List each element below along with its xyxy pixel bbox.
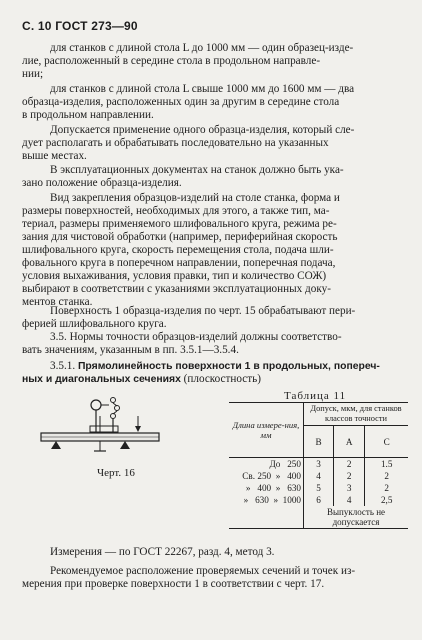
paragraph [22,331,400,357]
paragraph [50,546,400,559]
value-cell: 2,5 [365,494,408,506]
text-line: фовального круга в поперечном направлении, поперечная подача, [22,257,336,269]
value-cell: 2 [334,470,365,482]
paragraph [22,124,400,163]
value-cell: 3 [334,482,365,494]
table-row [229,506,408,529]
support-icon [51,441,61,449]
table-row [229,470,408,482]
text-line: 3.5. Нормы точности образцов-изделий должны соответство- [50,331,342,343]
text-line: зания для чистовой обработки (например, периферийная скорость [22,231,338,243]
text-line: мерения при проверке поверхности 1 в соответствии с черт. 17. [22,578,325,590]
length-cell: Св. 250 » 400 [242,471,301,481]
text-line: шлифовального круга, скорость перемещения стола, подача шли- [22,244,334,256]
table-row [229,482,408,494]
section-title-tail: (плоскостность) [180,373,261,385]
paragraph [22,305,400,331]
text-line: размеры поверхностей, необходимых для этого, а также тип, ма- [22,205,330,217]
length-cell: До 250 [269,459,301,469]
figure-caption: Черт. 16 [97,467,135,479]
text-line: зано положение образца-изделия. [22,177,182,189]
section-heading [22,360,400,386]
length-cell: » 630 » 1000 [243,495,301,505]
paragraph [22,192,400,309]
value-cell: 4 [304,470,334,482]
table-title: Таблица 11 [284,390,347,402]
table-note: Выпуклость не допускается [304,506,409,529]
text-line: выбирают в соответствии с указаниями эксплуатационных доку- [22,283,331,295]
text-line: В эксплуатационных документах на станок должно быть ука- [50,164,344,176]
text-line: в продольном направлении. [22,109,154,121]
value-cell: 2 [365,482,408,494]
value-cell: 1.5 [365,458,408,471]
table-row [229,458,408,471]
text-line: дует располагать и обрабатывать последовательно на указанных [22,137,329,149]
text-line: Измерения — по ГОСТ 22267, разд. 4, метод 3. [50,546,275,558]
text-line: для станков с длиной стола L до 1000 мм — один образец-изде- [50,42,354,54]
dial-indicator-icon [91,400,101,410]
paragraph [22,164,400,190]
section-number: 3.5.1. [50,360,76,372]
text-line: образца-изделия, расположенных один за другим в середине стола [22,96,340,108]
text-line: Допускается применение одного образца-изделия, который сле- [50,124,355,136]
value-cell: 2 [365,470,408,482]
tolerance-table [229,402,408,529]
value-cell: 3 [304,458,334,471]
text-line: лие, расположенный в середине стола в продольном направле- [22,55,321,67]
measurement-figure [38,396,168,461]
class-header: С [365,426,408,458]
class-header: А [334,426,365,458]
text-line: выше местах. [22,150,87,162]
text-line: териал, размеры применяемого шлифовального круга, режима ре- [22,218,337,230]
text-line: Вид закрепления образцов-изделий на столе станка, форма и [50,192,340,204]
value-cell: 4 [334,494,365,506]
paragraph [22,565,400,591]
page-header: С. 10 ГОСТ 273—90 [22,19,138,33]
class-header: В [304,426,334,458]
text-line: Поверхность 1 образца-изделия по черт. 15 обрабатывают пери- [50,305,356,317]
value-cell: 6 [304,494,334,506]
text-line: условия выхаживания, условия правки, тип и количество СОЖ) [22,270,327,282]
paragraph [22,42,400,81]
value-cell: 5 [304,482,334,494]
section-title-bold: Прямолинейность поверхности 1 в продольных, попереч- [77,361,380,372]
column-header: Длина измере-ния, мм [229,403,304,458]
column-header: Допуск, мкм, для станков классов точности [304,403,409,426]
text-line: вать значениям, указанным в пп. 3.5.1—3.5.4. [22,344,239,356]
text-line: для станков с длиной стола L свыше 1000 мм до 1600 мм — два [50,83,355,95]
table-row [229,494,408,506]
section-title-bold: ных и диагональных сечениях [22,374,181,385]
text-line: ферией шлифовального круга. [22,318,167,330]
support-icon [120,441,130,449]
text-line: нии; [22,68,44,80]
text-line: Рекомендуемое расположение проверяемых сечений и точек из- [50,565,356,577]
length-cell: » 400 » 630 [245,483,301,493]
value-cell: 2 [334,458,365,471]
text-line: ментов станка. [22,296,93,308]
paragraph [22,83,400,122]
